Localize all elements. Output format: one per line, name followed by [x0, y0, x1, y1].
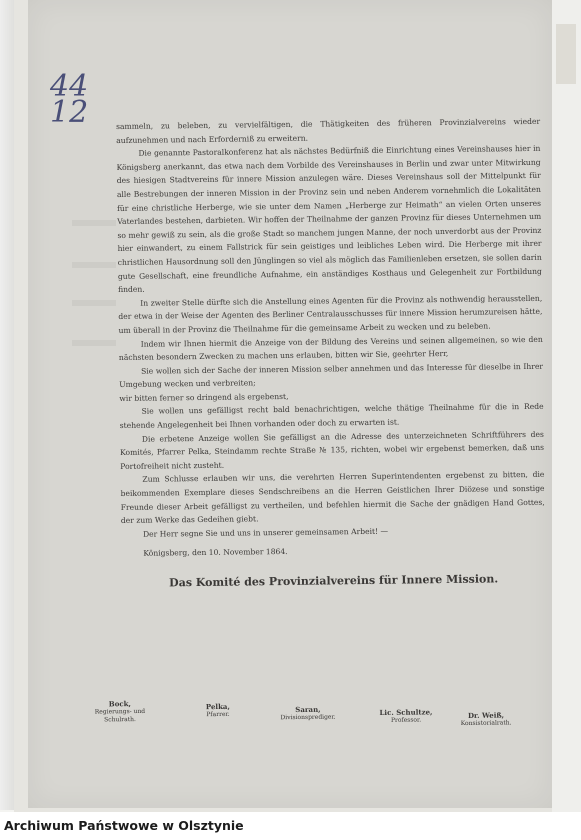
signatory-title: Regierungs- und Schulrath. — [94, 707, 146, 724]
paragraph-1: sammeln, zu beleben, zu vervielfältigen, die Thätigkeiten des früheren Provinzialvereins wieder aufzunehmen und nach Erforderniß zu erweitern. — [116, 116, 541, 145]
signatory-name: Dr. Weiß, — [467, 710, 505, 720]
paragraph-9: Zum Schlusse erlauben wir uns, die verehrten Herren Superintendenten ergebenst zu bitten, die beikommenden Exemplare dieses Sendschreibens an die Herren Geistlichen Ihrer Diözese und sonstige Freunde dieser Arbeit gefälligst zu vertheilen, und befehlen hiermit die Sache der gnädigen Hand Gottes, der zum Werke das Gedeihen giebt. — [120, 470, 545, 526]
signatory — [80, 700, 160, 725]
bleed-through — [72, 340, 116, 346]
signatory — [188, 703, 248, 720]
paragraph-6: wir bitten ferner so dringend als ergebenst, — [119, 391, 289, 403]
letter-date: Königsberg, den 10. November 1864. — [143, 547, 288, 559]
handwritten-line-2: 12 — [50, 95, 89, 130]
committee-heading: Das Komité des Provinzialvereins für Innere Mission. — [169, 572, 499, 590]
signatory — [366, 708, 446, 725]
signatory-name: Saran, — [295, 704, 321, 715]
signatory-title: Professor. — [390, 716, 422, 724]
handwritten-line-1: 44 — [50, 69, 89, 104]
paragraph-8: Die erbetene Anzeige wollen Sie gefälligst an die Adresse des unterzeichneten Schriftführers des Komités, Pfarrer Pelka, Steindamm rechte Straße № 135, richten, wobei wir ergebenst bemerken, daß uns Portofreiheit nicht zusteht. — [120, 429, 545, 471]
signatory-name: Pelka, — [205, 701, 230, 712]
signatory-name: Lic. Schultze, — [379, 707, 433, 718]
paragraph-3: In zweiter Stelle dürfte sich die Anstellung eines Agenten für die Provinz als nothwendig herausstellen, der etwa in der Weise der Agenten des Berliner Centralausschusses für innere Mission herumzureisen hätte, um überall in der Provinz die Theilnahme für die gemeinsame Arbeit zu wecken und zu beleben. — [118, 293, 543, 335]
paragraph-2: Die genannte Pastoralkonferenz hat als nächstes Bedürfniß die Einrichtung eines Vereinshauses hier in Königsberg anerkannt, das etwa nach dem Vorbilde des Vereinshauses in Berlin und zwar unter Mitwirkung des hiesigen Stadtvereins für innere Mission anzulegen wäre. Dieses Vereinshaus soll der Mittelpunkt für alle Bestrebungen der inneren Mission in der Provinz sein und neben Anderem vornehmlich die Lokalitäten für eine christliche Herberge, wie sie unter dem Namen „Herberge zur Heimath“ an vielen Orten unseres Vaterlandes bestehen, darbieten. Wir hoffen der Theilnahme der ganzen Provinz für dieses Unternehmen um so mehr gewiß zu sein, als die große Stadt so manchem jungen Manne, der noch unverdorbt aus der Provinz hier einwandert, zu einem Fallstrick für sein geistiges und leibliches Leben wird. Die Herberge mit ihrer christlichen Hausordnung soll den Jünglingen so viel als möglich das Familienleben ersetzen, sie sollen darin gute Gesellschaft, eine freundliche Aufnahme, ein anständiges Kosthaus und Gelegenheit zur Fortbildung finden. — [116, 144, 542, 295]
letter-body — [116, 115, 546, 591]
bleed-through — [72, 300, 116, 306]
signatory-title: Divisionsprediger. — [280, 713, 336, 722]
signatory — [452, 711, 520, 728]
signatory-title: Pfarrer. — [206, 710, 230, 719]
signatures — [80, 693, 520, 738]
archive-name: Archiwum Państwowe w Olsztynie — [4, 818, 244, 833]
bleed-through — [72, 220, 116, 226]
paragraph-10: Der Herr segne Sie und uns in unserer gemeinsamen Arbeit! — — [143, 526, 389, 539]
paragraph-7: Sie wollen uns gefälligst recht bald benachrichtigen, welche thätige Theilnahme für die in Rede stehende Angelegenheit bei Ihnen vorhanden oder doch zu erwarten ist. — [119, 402, 544, 431]
handwritten-annotation — [50, 69, 89, 130]
paper-tab — [556, 24, 576, 84]
signatory-title: Konsistorialrath. — [460, 719, 512, 728]
paragraph-4: Indem wir Ihnen hiermit die Anzeige von der Bildung des Vereins und seinen allgemeinen, so wie den nächsten besondern Zwecken zu machen uns erlauben, bitten wir Sie, geehrter Herr, — [118, 334, 543, 363]
archive-footer — [0, 812, 581, 840]
signatory-name: Bock, — [108, 699, 131, 709]
right-strip — [552, 0, 581, 812]
paragraph-5: Sie wollen sich der Sache der inneren Mission selber annehmen und das Interesse für dieselbe in Ihrer Umgebung wecken und verbreiten; — [119, 361, 544, 390]
signatory — [268, 705, 348, 722]
bleed-through — [72, 262, 116, 268]
